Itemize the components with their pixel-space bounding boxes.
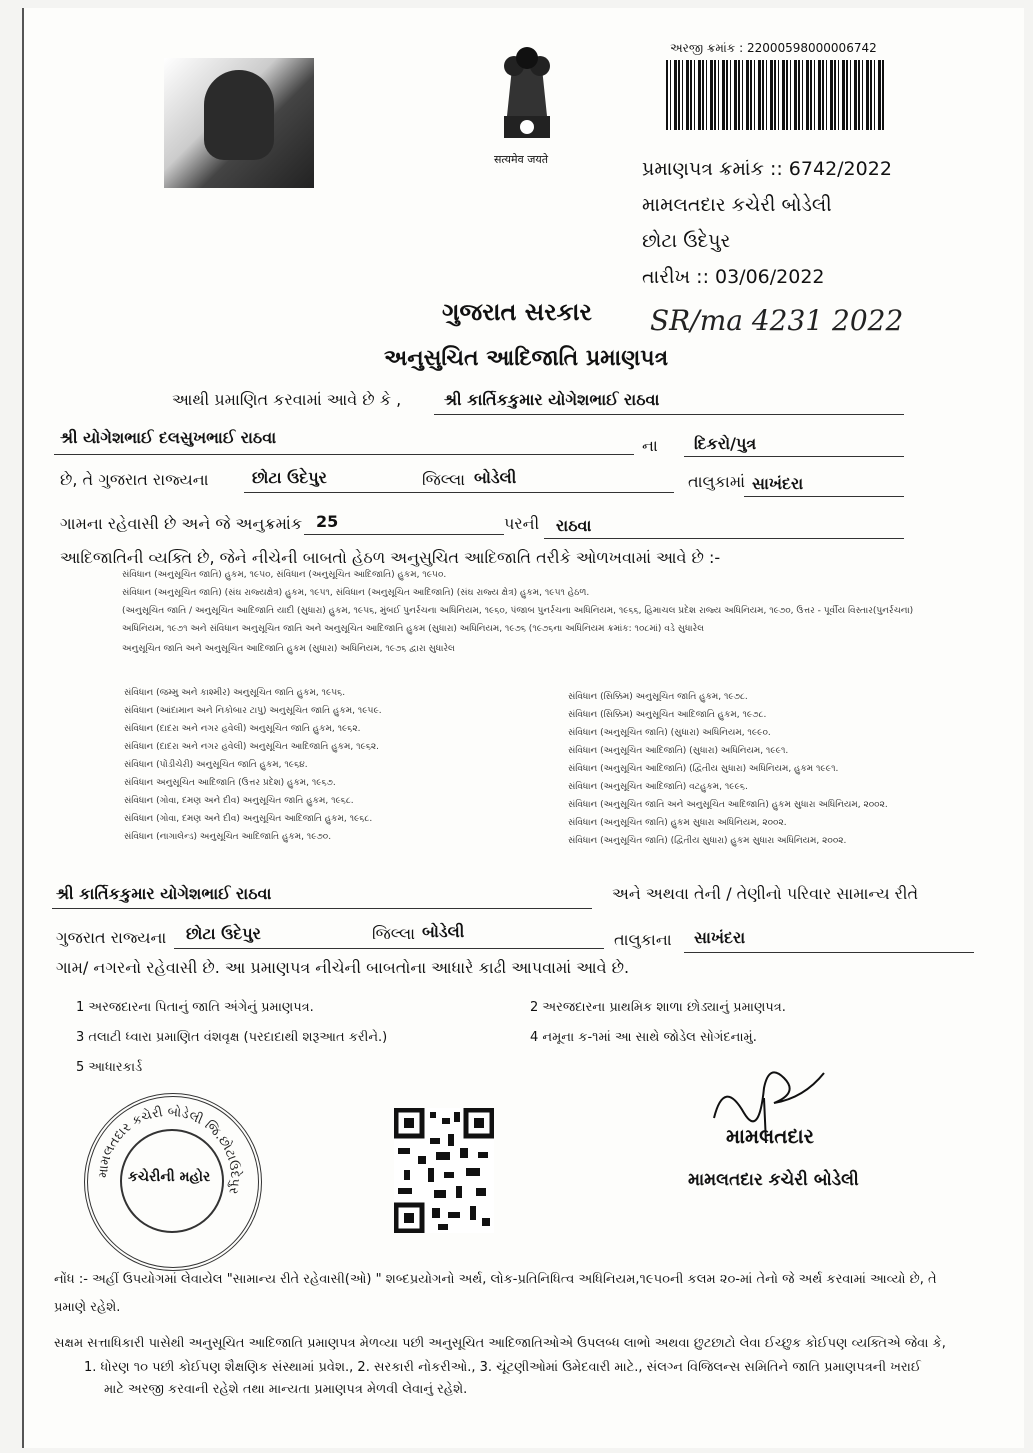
- talukana-text: તાલુકાના: [614, 930, 672, 949]
- order-right: સંવિધાન (સિક્કિમ) અનુસૂચિત આદિજાતિ હુકમ, ૧૯૭૮.: [568, 710, 767, 720]
- identified-text: આદિજાતિની વ્યક્તિ છે, જેને નીચેની બાબતો હેઠળ અનુસુચિત આદિજાતિ તરીકે ઓળખવામાં આવે છે :-: [60, 548, 721, 567]
- order-line: અધિનિયમ, ૧૯૭૧ અને સંવિધાન અનુસૂચિત જાતિ અને અનુસૂચિત આદિજાતિ હુકમ (સુધારા) અધિનિયમ, ૧૯૭૬ (૧૯૭૬ના અધિનિયમ ક્રમાંક: ૧૦૮માં) વડે સુધારેલ: [122, 624, 705, 634]
- jilla-text: જિલ્લા: [422, 470, 466, 489]
- resident-text: ગામના રહેવાસી છે અને જે અનુક્રમાંક: [60, 514, 303, 533]
- note-2: સક્ષમ સત્તાધિકારી પાસેથી અનુસૂચિત આદિજાતિ પ્રમાણપત્ર મેળવ્યા પછી અનુસૂચિત આદિજાતિઓએ ઉપલબ્ધ લાભો અથવા છુટછાટો લેવા ઈચ્છુક કોઈપણ વ્યક્તિએ જેવા કે,: [54, 1336, 946, 1351]
- basis-item: 1 અરજદારના પિતાનું જાતિ અંગેનું પ્રમાણપત્ર.: [76, 1000, 314, 1015]
- svg-text:મામલતદાર કચેરી બોડેલી જિ.છોટાઉ: મામલતદાર કચેરી બોડેલી જિ.છોટાઉદેપુર: [95, 1104, 243, 1196]
- order-left: સંવિધાન (નાગાલેન્ડ) અનુસૂચિત આદિજાતિ હુકમ, ૧૯૭૦.: [124, 832, 332, 842]
- taluka-value-2: બોડેલી: [422, 922, 465, 941]
- father-name: શ્રી યોગેશભાઈ દલસુખભાઈ રાઠવા: [60, 428, 277, 447]
- state-text: છે, તે ગુજરાત રાજ્યના: [60, 470, 209, 489]
- talukama-text: તાલુકામાં: [688, 472, 746, 491]
- emblem-caption: सत्यमेव जयते: [494, 153, 549, 166]
- barcode: [666, 60, 884, 130]
- signatory-designation: મામલતદાર: [726, 1124, 814, 1148]
- note-3: 1. ધોરણ ૧૦ પછી કોઈપણ શૈક્ષણિક સંસ્થામાં પ્રવેશ., 2. સરકારી નોકરીઓ., 3. ચૂંટણીઓમાં ઉમેદવારી માટે., સંલગ્ન વિજિલન્સ સમિતિને જાતિ પ્રમાણપત્રની ખરાઈ: [84, 1360, 921, 1375]
- order-right: સંવિધાન (અનુસૂચિત આદિજાતિ) (સુધારા) અધિનિયમ, ૧૯૯૧.: [568, 746, 789, 756]
- issue-date: તારીખ :: 03/06/2022: [642, 266, 825, 288]
- applicant-name-2: શ્રી કાર્તિકકુમાર યોગેશભાઈ રાઠવા: [56, 884, 272, 903]
- jilla-text-2: જિલ્લા: [372, 924, 416, 943]
- certificate-number: પ્રમાણપત્ર ક્રમાંક :: 6742/2022: [642, 158, 892, 180]
- order-line: (અનુસૂચિત જાતિ / અનુસૂચિત આદિજાતિ યાદી (સુધારા) હુકમ, ૧૯૫૬, મુંબઈ પુનર્રચના અધિનિયમ, ૧૯૬૦, પંજાબ પુનર્રચના અધિનિયમ, ૧૯૬૬, હિમાચલ પ્રદેશ રાજ્ય અધિનિયમ, ૧૯૭૦, ઉત્તર - પૂર્વીય વિસ્તાર(પુનર્રચના): [122, 606, 914, 616]
- order-left: સંવિધાન (જમ્મુ અને કાશ્મીર) અનુસૂચિત જાતિ હુકમ, ૧૯૫૬.: [124, 688, 346, 698]
- state-text-2: ગુજરાત રાજ્યના: [56, 928, 167, 947]
- order-left: સંવિધાન (ગોવા, દમણ અને દીવ) અનુસૂચિત જાતિ હુકમ, ૧૯૬૮.: [124, 796, 354, 806]
- govt-title: ગુજરાત સરકાર: [442, 298, 592, 326]
- family-text: અને અથવા તેની / તેણીનો પરિવાર સામાન્ય રીતે: [612, 884, 919, 903]
- order-left: સંવિધાન (દાદરા અને નગર હવેલી) અનુસૂચિત આદિજાતિ હુકમ, ૧૯૬૨.: [124, 742, 380, 752]
- note-4: માટે અરજી કરવાની રહેશે તથા માન્યતા પ્રમાણપત્ર મેળવી લેવાનું રહેશે.: [104, 1382, 468, 1397]
- order-right: સંવિધાન (અનુસૂચિત જાતિ) (સુધારા) અધિનિયમ, ૧૯૯૦.: [568, 728, 771, 738]
- order-left: સંવિધાન (ગોવા, દમણ અને દીવ) અનુસૂચિત આદિજાતિ હુકમ, ૧૯૬૮.: [124, 814, 373, 824]
- signatory-office: મામલતદાર કચેરી બોડેલી: [688, 1170, 859, 1190]
- district-value-2: છોટા ઉદેપુર: [186, 924, 261, 943]
- caste-value: રાઠવા: [556, 516, 592, 535]
- national-emblem-icon: [482, 38, 572, 148]
- seal-center-text: કચેરીની મહોર: [128, 1169, 211, 1185]
- order-right: સંવિધાન (અનુસૂચિત જાતિ) હુકમ સુધારા અધિનિયમ, ૨૦૦૨.: [568, 818, 787, 828]
- basis-item: 2 અરજદારના પ્રાથમિક શાળા છોડ્યાનું પ્રમાણપત્ર.: [530, 1000, 786, 1015]
- village-value: સાખંદરા: [752, 474, 804, 493]
- application-number: અરજી ક્રમાંક : 22000598000006742: [670, 41, 877, 55]
- taluka-value: બોડેલી: [474, 468, 517, 487]
- basis-item: 5 આધારકાર્ડ: [76, 1060, 143, 1075]
- parni-text: પરની: [504, 514, 540, 533]
- certificate-page: [22, 8, 1024, 1448]
- handwritten-reference: SR/ma 4231 2022: [650, 304, 904, 337]
- order-left: સંવિધાન અનુસૂચિત આદિજાતિ (ઉત્તર પ્રદેશ) હુકમ, ૧૯૬૭.: [124, 778, 336, 788]
- serial-number: 25: [316, 512, 339, 531]
- issuing-office: મામલતદાર કચેરી બોડેલી: [642, 194, 832, 216]
- certificate-title: અનુસુચિત આદિજાતિ પ્રમાણપત્ર: [384, 346, 669, 371]
- office-seal: [84, 1093, 262, 1271]
- order-right: સંવિધાન (સિક્કિમ) અનુસૂચિત જાતિ હુકમ, ૧૯૭૮.: [568, 692, 748, 702]
- na-text: ના: [642, 436, 658, 455]
- order-line: અનુસૂચિત જાતિ અને અનુસૂચિત આદિજાતિ હુકમ (સુધારા) અધિનિયમ, ૧૯૭૬ દ્વારા સુધારેલ: [122, 644, 455, 654]
- applicant-name: શ્રી કાર્તિકકુમાર યોગેશભાઈ રાઠવા: [444, 390, 660, 409]
- note-1: નોંધ :- અહીં ઉપયોગમાં લેવાયેલ "સામાન્ય રીતે રહેવાસી(ઓ) " શબ્દપ્રયોગનો અર્થ, લોક-પ્રતિનિધિત્વ અધિનિયમ,૧૯૫૦ની કલમ ૨૦-માં તેનો જે અર્થ કરવામાં આવ્યો છે, તે: [54, 1272, 937, 1287]
- order-left: સંવિધાન (આંદામાન અને નિકોબાર ટાપુ) અનુસૂચિત જાતિ હુકમ, ૧૯૫૯.: [124, 706, 382, 716]
- district-value: છોટા ઉદેપુર: [252, 468, 327, 487]
- order-left: સંવિધાન (પોંડીચેરી) અનુસૂચિત જાતિ હુકમ, ૧૯૬૪.: [124, 760, 308, 770]
- basis-item: 4 નમૂના ક-૧માં આ સાથે જોડેલ સોગંદનામું.: [530, 1030, 757, 1045]
- order-right: સંવિધાન (અનુસૂચિત આદિજાતિ) (દ્વિતીય સુધારા) અધિનિયમ, હુકમ ૧૯૯૧.: [568, 764, 839, 774]
- order-right: સંવિધાન (અનુસૂચિત જાતિ) (દ્વિતીય સુધારા) હુકમ સુધારા અધિનિયમ, ૨૦૦૨.: [568, 836, 847, 846]
- order-left: સંવિધાન (દાદરા અને નગર હવેલી) અનુસૂચિત જાતિ હુકમ, ૧૯૬૨.: [124, 724, 361, 734]
- applicant-photo: [164, 58, 314, 188]
- certify-text: આથી પ્રમાણિત કરવામાં આવે છે કે ,: [172, 390, 402, 409]
- qr-code: [394, 1108, 494, 1233]
- note-1b: પ્રમાણે રહેશે.: [54, 1300, 121, 1315]
- order-right: સંવિધાન (અનુસૂચિત જાતિ અને અનુસૂચિત આદિજાતિ) હુકમ સુધારા અધિનિયમ, ૨૦૦૨.: [568, 800, 888, 810]
- basis-item: 3 તલાટી ધ્વારા પ્રમાણિત વંશવૃક્ષ (પરદાદાથી શરૂઆત કરીને.): [76, 1030, 388, 1045]
- relation: દિકરો/પુત્ર: [694, 434, 757, 453]
- village-value-2: સાખંદરા: [694, 928, 746, 947]
- order-right: સંવિધાન (અનુસૂચિત આદિજાતિ) વટહુકમ, ૧૯૯૬.: [568, 782, 748, 792]
- order-line: સંવિધાન (અનુસૂચિત જાતિ) હુકમ, ૧૯૫૦, સંવિધાન (અનુસૂચિત આદિજાતિ) હુકમ, ૧૯૫૦.: [122, 570, 447, 580]
- issuing-district: છોટા ઉદેપુર: [642, 230, 731, 252]
- order-line: સંવિધાન (અનુસૂચિત જાતિ) (સંઘ રાજ્યક્ષેત્ર) હુકમ, ૧૯૫૧, સંવિધાન (અનુસૂચિત આદિજાતિ) (સંઘ રાજ્ય ક્ષેત્ર) હુકમ, ૧૯૫૧ હેઠળ.: [122, 588, 590, 598]
- basis-intro: ગામ/ નગરનો રહેવાસી છે. આ પ્રમાણપત્ર નીચેની બાબતોના આધારે કાઢી આપવામાં આવે છે.: [56, 958, 630, 977]
